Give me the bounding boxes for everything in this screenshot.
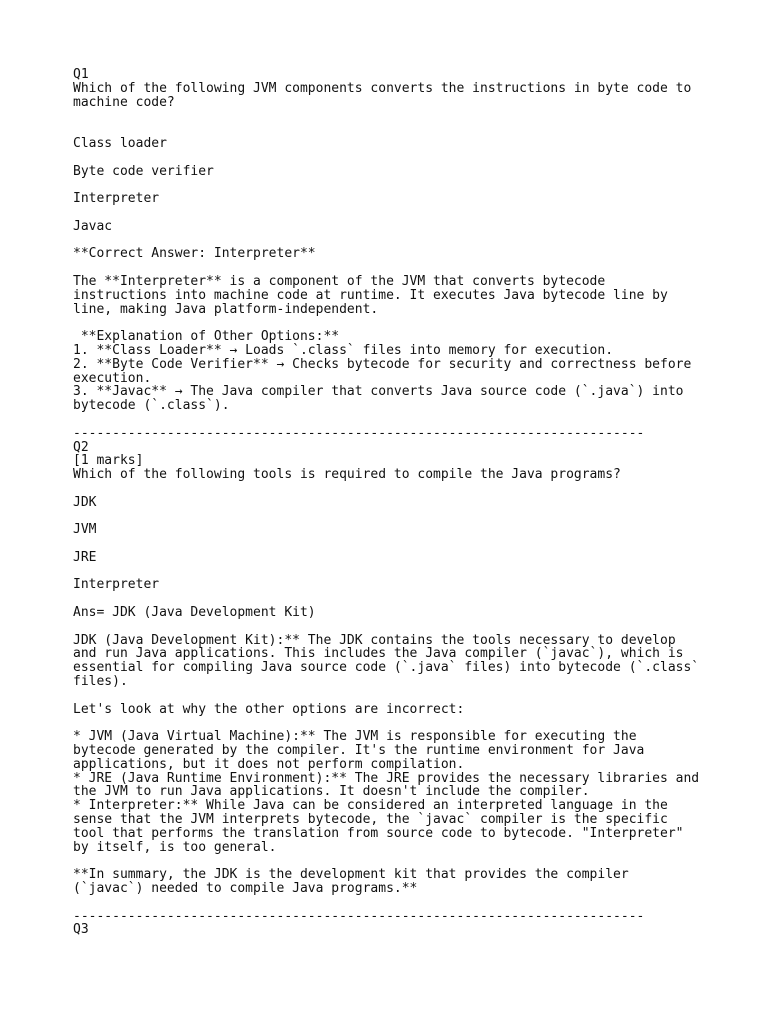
option-text: Javac (73, 218, 113, 234)
other-options-heading: **Explanation of Other Options:** (73, 329, 340, 345)
incorrect-option-text: * JVM (Java Virtual Machine):** The JVM is responsible for executing the (73, 729, 637, 745)
other-option-text: 1. **Class Loader** → Loads `.class` files into memory for execution. (73, 342, 614, 358)
answer-text: Ans= JDK (Java Development Kit) (73, 605, 316, 621)
option-text: Byte code verifier (73, 163, 214, 179)
option-text: Class loader (73, 135, 167, 151)
summary-text: (`javac`) needed to compile Java programs.** (73, 881, 418, 897)
option-text: Interpreter (73, 191, 160, 207)
question-number: Q2 (73, 439, 89, 455)
summary-text: **In summary, the JDK is the development kit that provides the compiler (73, 867, 629, 883)
incorrect-intro: Let's look at why the other options are incorrect: (73, 701, 465, 717)
other-option-text: 2. **Byte Code Verifier** → Checks bytecode for security and correctness before (73, 356, 692, 372)
document-page (73, 68, 713, 937)
option-text: Interpreter (73, 577, 160, 593)
other-option-text: execution. (73, 370, 152, 386)
separator-line: ------------------------------------------------------------------------- (73, 908, 645, 924)
incorrect-option-text: bytecode generated by the compiler. It's the runtime environment for Java (73, 743, 645, 759)
question-number: Q1 (73, 67, 89, 82)
incorrect-option-text: * Interpreter:** While Java can be considered an interpreted language in the (73, 798, 668, 814)
incorrect-option-text: the JVM to run Java applications. It doesn't include the compiler. (73, 784, 590, 800)
incorrect-option-text: sense that the JVM interprets bytecode, the `javac` compiler is the specific (73, 812, 668, 828)
option-text: JDK (73, 494, 97, 510)
option-text: JRE (73, 549, 97, 565)
correct-answer: **Correct Answer: Interpreter** (73, 246, 316, 262)
explanation-text: line, making Java platform-independent. (73, 301, 379, 317)
explanation-text: and run Java applications. This includes the Java compiler (`javac`), which is (73, 646, 684, 662)
question-text: Which of the following tools is required to compile the Java programs? (73, 467, 621, 483)
question-text: machine code? (73, 94, 175, 110)
incorrect-option-text: by itself, is too general. (73, 839, 277, 855)
explanation-text: essential for compiling Java source code (`.java` files) into bytecode (`.class` (73, 660, 700, 676)
explanation-text: files). (73, 674, 128, 690)
explanation-text: JDK (Java Development Kit):** The JDK contains the tools necessary to develop (73, 632, 676, 648)
separator-line: ------------------------------------------------------------------------- (73, 425, 645, 441)
incorrect-option-text: applications, but it does not perform compilation. (73, 756, 465, 772)
question-number: Q3 (73, 922, 89, 938)
incorrect-option-text: tool that performs the translation from source code to bytecode. "Interpreter" (73, 825, 684, 841)
explanation-text: The **Interpreter** is a component of the JVM that converts bytecode (73, 273, 606, 289)
other-option-text: bytecode (`.class`). (73, 398, 230, 414)
marks-label: [1 marks] (73, 453, 144, 469)
incorrect-option-text: * JRE (Java Runtime Environment):** The JRE provides the necessary libraries and (73, 770, 700, 786)
option-text: JVM (73, 522, 97, 538)
other-option-text: 3. **Javac** → The Java compiler that converts Java source code (`.java`) into (73, 384, 684, 400)
question-text: Which of the following JVM components converts the instructions in byte code to (73, 80, 692, 96)
explanation-text: instructions into machine code at runtime. It executes Java bytecode line by (73, 287, 668, 303)
